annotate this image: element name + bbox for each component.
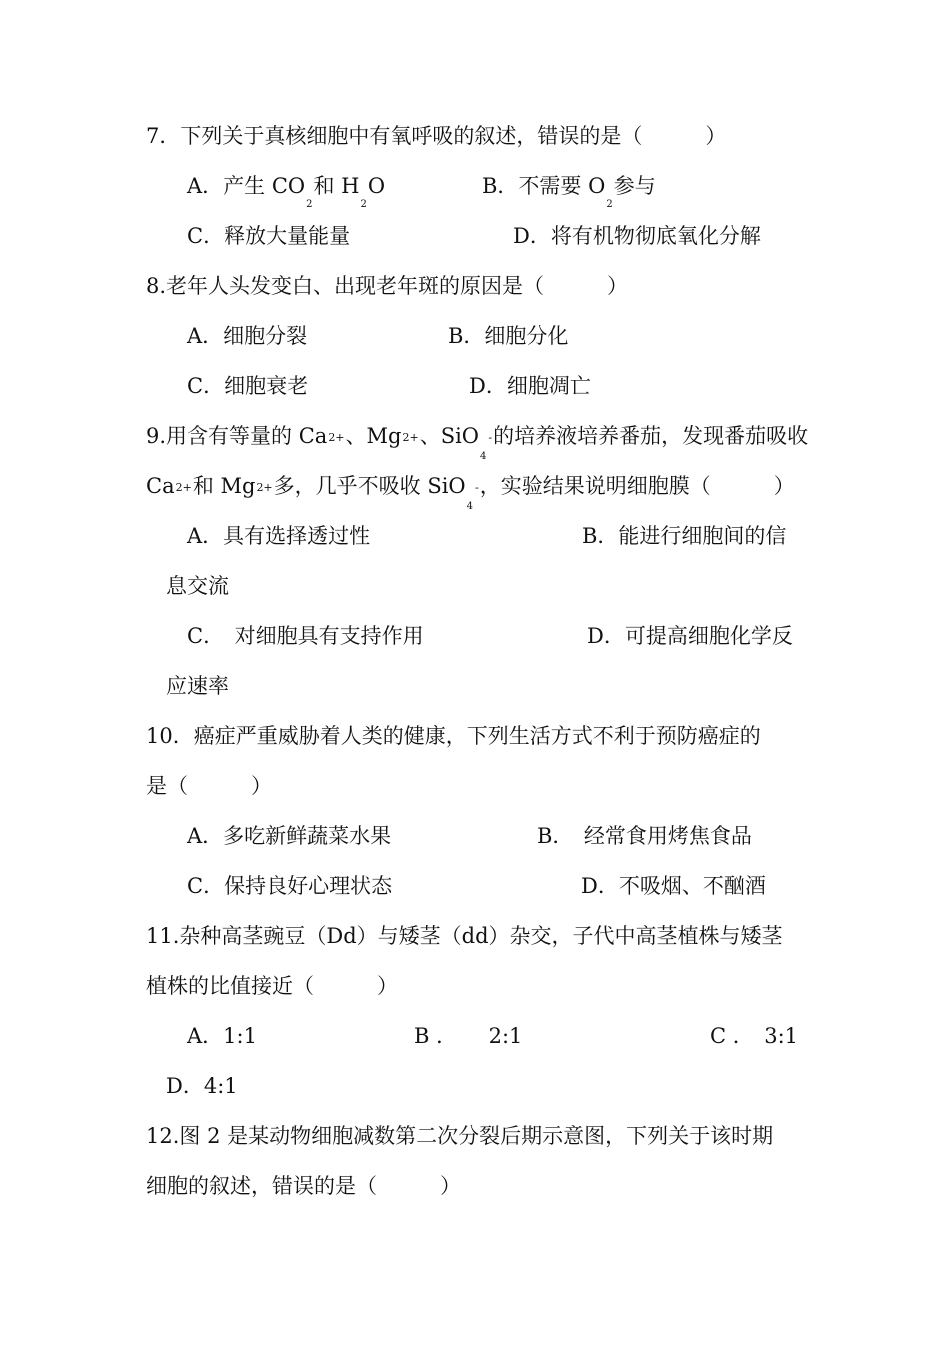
- superscript: 2+: [256, 481, 273, 494]
- subscript: 2: [606, 199, 613, 210]
- question-7-stem: 7．下列关于真核细胞中有氧呼吸的叙述，错误的是（ ）: [146, 124, 727, 148]
- question-9-option-a: A．具有选择透过性: [187, 524, 371, 548]
- question-9-option-b: B．能进行细胞间的信: [582, 524, 787, 548]
- question-9-option-d: D．可提高细胞化学反: [587, 624, 793, 648]
- question-9-option-c: C． 对细胞具有支持作用: [187, 624, 424, 648]
- stem-text: Ca: [146, 474, 175, 498]
- question-8-option-d: D．细胞凋亡: [469, 374, 591, 398]
- question-12-stem-line-1: 12.图 2 是某动物细胞减数第二次分裂后期示意图，下列关于该时期: [146, 1124, 774, 1148]
- subscript: 2: [360, 199, 367, 210]
- option-text: O: [367, 174, 386, 198]
- subscript: 4: [466, 501, 474, 512]
- question-11-option-d: D．4:1: [166, 1074, 238, 1098]
- question-10-option-b: B． 经常食用烤焦食品: [537, 824, 752, 848]
- option-text: 参与: [613, 174, 656, 198]
- stem-text: 、Mg: [345, 424, 402, 448]
- question-8-option-a: A．细胞分裂: [187, 324, 308, 348]
- question-7-option-b: [482, 174, 656, 210]
- question-8-stem: 8.老年人头发变白、出现老年斑的原因是（ ）: [146, 274, 629, 298]
- superscript: 2+: [402, 431, 419, 444]
- question-12-stem-line-2: 细胞的叙述，错误的是（ ）: [146, 1174, 461, 1198]
- stem-text: 、SiO: [419, 424, 480, 448]
- stem-text: ，实验结果说明细胞膜（ ）: [479, 474, 795, 498]
- question-7-option-c: C．释放大量能量: [187, 224, 351, 248]
- question-8-option-b: B．细胞分化: [448, 324, 569, 348]
- superscript: -: [475, 481, 479, 494]
- stem-text: 和 Mg: [192, 474, 256, 498]
- question-10-option-d: D．不吸烟、不酗酒: [581, 874, 766, 898]
- option-text: 和 H: [313, 174, 360, 198]
- superscript: 2+: [175, 481, 192, 494]
- question-9-option-d-continued: 应速率: [166, 674, 229, 698]
- question-10-option-c: C．保持良好心理状态: [187, 874, 393, 898]
- question-7-option-a: [187, 174, 386, 210]
- question-10-stem-line-2: 是（ ）: [146, 774, 272, 798]
- option-text: B．不需要 O: [482, 174, 606, 198]
- question-9-option-b-continued: 息交流: [166, 574, 229, 598]
- stem-text: 的培养液培养番茄，发现番茄吸收: [493, 424, 809, 448]
- question-11-option-a: A．1:1: [187, 1024, 257, 1048]
- question-11-option-b: B ． 2:1: [414, 1024, 523, 1048]
- question-10-stem-line-1: 10．癌症严重威胁着人类的健康，下列生活方式不利于预防癌症的: [146, 724, 761, 748]
- subscript: 2: [306, 199, 313, 210]
- option-text: A．产生 CO: [187, 174, 306, 198]
- stem-text: 9.用含有等量的 Ca: [146, 424, 328, 448]
- stem-text: 多，几乎不吸收 SiO: [273, 474, 466, 498]
- question-11-stem-line-1: 11.杂种高茎豌豆（Dd）与矮茎（dd）杂交，子代中高茎植株与矮茎: [146, 924, 783, 948]
- question-10-option-a: A．多吃新鲜蔬菜水果: [187, 824, 392, 848]
- question-9-stem-line-2: [146, 474, 795, 512]
- subscript: 4: [480, 451, 487, 462]
- question-11-stem-line-2: 植株的比值接近（ ）: [146, 974, 398, 998]
- question-11-option-c: C ． 3:1: [710, 1024, 799, 1048]
- superscript: -: [488, 431, 493, 444]
- question-7-option-d: D．将有机物彻底氧化分解: [513, 224, 761, 248]
- question-9-stem-line-1: [146, 424, 809, 462]
- question-8-option-c: C．细胞衰老: [187, 374, 309, 398]
- superscript: 2+: [328, 431, 345, 444]
